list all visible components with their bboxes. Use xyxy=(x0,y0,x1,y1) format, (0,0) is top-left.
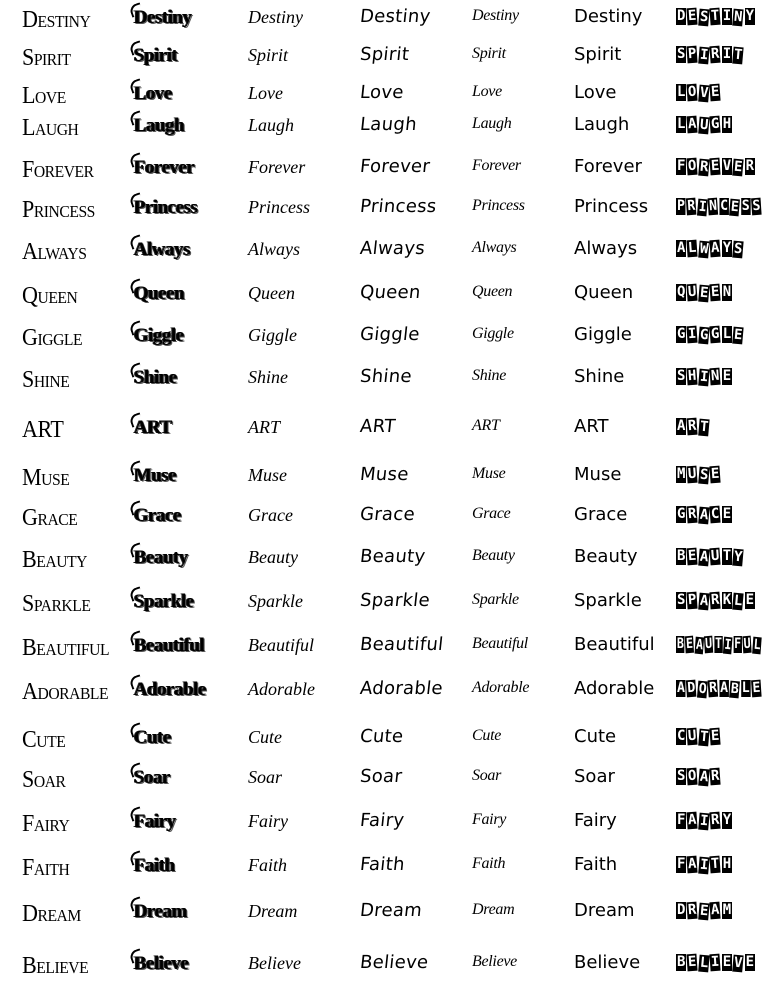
word-smallcaps-serif: Sparkle xyxy=(22,591,91,617)
word-thin-script: ART xyxy=(472,417,500,434)
word-hand-script: Giggle xyxy=(358,324,421,345)
word-plain-sans: Laugh xyxy=(574,114,630,135)
ransom-letter-block: U xyxy=(699,116,709,134)
ransom-letter-block: C xyxy=(677,728,686,744)
ransom-letter-block: E xyxy=(699,284,709,302)
ransom-letter-block: N xyxy=(733,8,744,26)
ransom-letter-block: O xyxy=(687,157,698,175)
ransom-letter-block: S xyxy=(699,466,709,484)
ransom-letter-block: S xyxy=(677,46,686,62)
ransom-letter-block: E xyxy=(722,368,732,384)
word-hand-script: Love xyxy=(358,82,405,103)
word-thin-script: Cute xyxy=(472,727,502,744)
word-ransom-blocks xyxy=(676,116,732,133)
word-ransom-blocks xyxy=(676,768,721,785)
word-ransom-blocks xyxy=(676,8,755,25)
ransom-letter-block: E xyxy=(710,465,721,483)
ransom-letter-block: I xyxy=(699,812,709,830)
ransom-letter-block: S xyxy=(733,240,744,258)
word-grunge-serif: Sparkle xyxy=(134,591,194,612)
word-grunge-serif: Beauty xyxy=(134,547,188,568)
ransom-letter-block: Y xyxy=(745,8,755,24)
word-ransom-blocks xyxy=(676,198,762,215)
word-thin-script: Grace xyxy=(472,505,511,522)
word-plain-sans: ART xyxy=(574,416,609,437)
ransom-letter-block: R xyxy=(710,591,721,609)
word-hand-script: Believe xyxy=(358,952,430,973)
word-plain-sans: Queen xyxy=(574,282,634,303)
word-ransom-blocks xyxy=(676,326,744,343)
word-grunge-serif: Dream xyxy=(134,901,188,922)
ransom-letter-block: W xyxy=(699,240,709,258)
word-plain-sans: Princess xyxy=(574,196,649,217)
ransom-letter-block: E xyxy=(745,954,755,970)
ransom-letter-block: S xyxy=(677,592,686,608)
word-smallcaps-serif: Believe xyxy=(22,953,89,979)
ransom-letter-block: U xyxy=(687,465,698,483)
ransom-letter-block: E xyxy=(710,83,721,101)
ransom-letter-block: I xyxy=(699,46,709,64)
word-italic-script: Destiny xyxy=(248,7,303,27)
word-smallcaps-serif: Laugh xyxy=(22,115,79,141)
ransom-letter-block: E xyxy=(685,635,694,653)
word-italic-script: Faith xyxy=(248,855,287,875)
word-thin-script: Princess xyxy=(472,197,525,214)
word-hand-script: Fairy xyxy=(358,810,406,831)
word-italic-script: Forever xyxy=(248,157,306,177)
word-hand-script: Adorable xyxy=(358,678,444,699)
word-ransom-blocks xyxy=(676,84,721,101)
word-italic-script: Always xyxy=(248,239,300,259)
word-grunge-serif: Beautiful xyxy=(134,635,205,656)
word-thin-script: Destiny xyxy=(472,7,519,24)
word-plain-sans: Adorable xyxy=(574,678,655,699)
word-smallcaps-serif: Always xyxy=(22,239,87,265)
word-grunge-serif: Fairy xyxy=(134,811,176,832)
ransom-letter-block: U xyxy=(687,283,698,301)
word-hand-script: Muse xyxy=(358,464,410,485)
ransom-letter-block: S xyxy=(677,768,686,784)
word-smallcaps-serif: Dream xyxy=(22,901,81,927)
ransom-letter-block: R xyxy=(699,158,709,176)
word-thin-script: Adorable xyxy=(472,679,530,696)
ransom-letter-block: L xyxy=(722,326,732,342)
word-plain-sans: Beautiful xyxy=(574,634,655,655)
word-grunge-serif: Muse xyxy=(134,465,177,486)
word-smallcaps-serif: Giggle xyxy=(22,325,83,351)
word-italic-script: Sparkle xyxy=(248,591,303,611)
ransom-letter-block: G xyxy=(677,506,686,522)
ransom-letter-block: H xyxy=(722,856,732,872)
ransom-letter-block: S xyxy=(752,197,762,215)
word-italic-script: Spirit xyxy=(248,45,289,65)
word-grunge-serif: Always xyxy=(134,239,191,260)
word-thin-script: Giggle xyxy=(472,325,514,342)
ransom-letter-block: R xyxy=(710,767,721,785)
word-plain-sans: Faith xyxy=(574,854,618,875)
ransom-letter-block: K xyxy=(722,592,732,608)
word-hand-script: Sparkle xyxy=(358,590,432,611)
ransom-letter-block: P xyxy=(687,591,698,609)
ransom-letter-block: A xyxy=(676,680,685,696)
ransom-letter-block: R xyxy=(708,679,718,697)
ransom-letter-block: B xyxy=(676,636,684,652)
word-italic-script: Beautiful xyxy=(248,635,314,655)
ransom-letter-block: I xyxy=(723,636,733,654)
word-thin-script: Beautiful xyxy=(472,635,528,652)
ransom-letter-block: I xyxy=(710,953,721,971)
ransom-letter-block: C xyxy=(720,198,729,214)
ransom-letter-block: O xyxy=(687,83,698,101)
ransom-letter-block: O xyxy=(687,767,698,785)
word-italic-script: Giggle xyxy=(248,325,297,345)
word-thin-script: Muse xyxy=(472,465,506,482)
word-italic-script: ART xyxy=(248,417,281,437)
ransom-letter-block: H xyxy=(687,367,698,385)
word-italic-script: Queen xyxy=(248,283,295,303)
ransom-letter-block: M xyxy=(722,902,732,918)
word-ransom-blocks xyxy=(676,158,755,175)
ransom-letter-block: R xyxy=(687,505,698,523)
ransom-letter-block: R xyxy=(687,197,697,215)
word-smallcaps-serif: Shine xyxy=(22,367,70,393)
ransom-letter-block: P xyxy=(676,198,685,214)
ransom-letter-block: A xyxy=(710,239,721,257)
ransom-letter-block: F xyxy=(677,812,686,828)
word-grunge-serif: Spirit xyxy=(134,45,178,66)
word-ransom-blocks xyxy=(676,46,744,63)
word-ransom-blocks xyxy=(676,902,732,919)
ransom-letter-block: A xyxy=(687,811,698,829)
ransom-letter-block: E xyxy=(752,679,762,697)
ransom-letter-block: T xyxy=(710,855,721,873)
ransom-letter-block: R xyxy=(710,811,721,829)
word-plain-sans: Spirit xyxy=(574,44,622,65)
ransom-letter-block: I xyxy=(697,198,708,216)
word-grunge-serif: Shine xyxy=(134,367,177,388)
ransom-letter-block: L xyxy=(741,680,750,696)
word-ransom-blocks xyxy=(676,466,721,483)
ransom-letter-block: T xyxy=(699,728,709,746)
ransom-letter-block: Y xyxy=(722,240,732,256)
word-thin-script: Shine xyxy=(472,367,507,384)
ransom-letter-block: I xyxy=(722,46,732,62)
ransom-letter-block: A xyxy=(695,636,704,654)
word-thin-script: Spirit xyxy=(472,45,506,62)
ransom-letter-block: E xyxy=(699,902,709,920)
word-smallcaps-serif: Faith xyxy=(22,855,70,881)
ransom-letter-block: U xyxy=(743,635,752,653)
ransom-letter-block: R xyxy=(687,901,698,919)
word-grunge-serif: ART xyxy=(134,417,172,438)
word-italic-script: Cute xyxy=(248,727,282,747)
word-hand-script: Destiny xyxy=(358,6,432,27)
word-plain-sans: Dream xyxy=(574,900,635,921)
word-italic-script: Shine xyxy=(248,367,288,387)
word-smallcaps-serif: ART xyxy=(22,417,64,443)
word-thin-script: Soar xyxy=(472,767,502,784)
word-ransom-blocks xyxy=(676,284,732,301)
word-smallcaps-serif: Beauty xyxy=(22,547,87,573)
ransom-letter-block: A xyxy=(699,768,709,786)
word-thin-script: Forever xyxy=(472,157,521,174)
ransom-letter-block: G xyxy=(710,325,721,343)
word-hand-script: Soar xyxy=(358,766,404,787)
word-smallcaps-serif: Grace xyxy=(22,505,78,531)
word-plain-sans: Grace xyxy=(574,504,628,525)
word-italic-script: Fairy xyxy=(248,811,288,831)
word-plain-sans: Forever xyxy=(574,156,642,177)
ransom-letter-block: A xyxy=(699,592,709,610)
ransom-letter-block: T xyxy=(722,548,732,564)
ransom-letter-block: U xyxy=(710,547,721,565)
word-thin-script: Always xyxy=(472,239,517,256)
word-smallcaps-serif: Fairy xyxy=(22,811,70,837)
ransom-letter-block: E xyxy=(733,158,744,176)
word-smallcaps-serif: Muse xyxy=(22,465,70,491)
ransom-letter-block: A xyxy=(720,680,729,696)
word-grunge-serif: Grace xyxy=(134,505,182,526)
word-ransom-blocks xyxy=(676,592,755,609)
word-ransom-blocks xyxy=(676,812,732,829)
ransom-letter-block: I xyxy=(722,8,732,24)
word-ransom-blocks xyxy=(676,954,755,971)
word-smallcaps-serif: Queen xyxy=(22,283,78,309)
ransom-letter-block: B xyxy=(730,680,740,698)
word-smallcaps-serif: Destiny xyxy=(22,7,91,33)
word-hand-script: Cute xyxy=(358,726,405,747)
ransom-letter-block: H xyxy=(722,116,732,132)
word-ransom-blocks xyxy=(676,728,721,745)
word-plain-sans: Fairy xyxy=(574,810,617,831)
ransom-letter-block: U xyxy=(687,727,698,745)
ransom-letter-block: D xyxy=(687,679,697,697)
ransom-letter-block: G xyxy=(677,326,686,342)
ransom-letter-block: S xyxy=(741,198,750,214)
word-italic-script: Princess xyxy=(248,197,310,217)
ransom-letter-block: A xyxy=(677,418,686,434)
word-hand-script: Laugh xyxy=(358,114,418,135)
ransom-letter-block: S xyxy=(677,368,686,384)
ransom-letter-block: E xyxy=(687,953,698,971)
ransom-letter-block: B xyxy=(677,954,686,970)
word-thin-script: Sparkle xyxy=(472,591,519,608)
ransom-letter-block: D xyxy=(677,902,686,918)
word-hand-script: Faith xyxy=(358,854,406,875)
ransom-letter-block: N xyxy=(708,197,718,215)
word-grunge-serif: Princess xyxy=(134,197,198,218)
word-ransom-blocks xyxy=(676,240,744,257)
ransom-letter-block: E xyxy=(745,592,755,608)
ransom-letter-block: A xyxy=(687,115,698,133)
ransom-letter-block: E xyxy=(710,157,721,175)
word-grunge-serif: Giggle xyxy=(134,325,184,346)
ransom-letter-block: U xyxy=(704,635,713,653)
word-grunge-serif: Faith xyxy=(134,855,175,876)
word-thin-script: Faith xyxy=(472,855,506,872)
word-ransom-blocks xyxy=(676,368,732,385)
ransom-letter-block: E xyxy=(730,198,740,216)
ransom-letter-block: N xyxy=(710,367,721,385)
ransom-letter-block: Y xyxy=(722,812,732,828)
word-thin-script: Beauty xyxy=(472,547,515,564)
word-thin-script: Fairy xyxy=(472,811,507,828)
word-hand-script: Dream xyxy=(358,900,424,921)
ransom-letter-block: L xyxy=(677,116,686,132)
ransom-letter-block: E xyxy=(710,283,721,301)
ransom-letter-block: F xyxy=(734,636,742,652)
ransom-letter-block: V xyxy=(733,954,744,972)
word-grunge-serif: Believe xyxy=(134,953,189,974)
ransom-letter-block: E xyxy=(722,506,732,522)
ransom-letter-block: C xyxy=(710,505,721,523)
word-italic-script: Adorable xyxy=(248,679,315,699)
ransom-letter-block: I xyxy=(687,325,698,343)
ransom-letter-block: D xyxy=(677,8,686,24)
ransom-letter-block: L xyxy=(687,239,698,257)
word-smallcaps-serif: Adorable xyxy=(22,679,109,705)
ransom-letter-block: E xyxy=(733,326,744,344)
word-italic-script: Love xyxy=(248,83,283,103)
ransom-letter-block: I xyxy=(699,856,709,874)
word-plain-sans: Muse xyxy=(574,464,622,485)
ransom-letter-block: F xyxy=(677,856,686,872)
word-ransom-blocks xyxy=(676,418,709,435)
word-thin-script: Queen xyxy=(472,283,513,300)
ransom-letter-block: L xyxy=(677,84,686,100)
word-grunge-serif: Queen xyxy=(134,283,185,304)
ransom-letter-block: E xyxy=(687,547,698,565)
word-smallcaps-serif: Spirit xyxy=(22,45,71,71)
word-hand-script: Beauty xyxy=(358,546,427,567)
ransom-letter-block: A xyxy=(710,901,721,919)
word-plain-sans: Giggle xyxy=(574,324,632,345)
ransom-letter-block: Q xyxy=(677,284,686,300)
word-smallcaps-serif: Cute xyxy=(22,727,66,753)
ransom-letter-block: A xyxy=(699,506,709,524)
word-plain-sans: Always xyxy=(574,238,638,259)
word-hand-script: ART xyxy=(358,416,397,437)
ransom-letter-block: T xyxy=(733,46,744,64)
word-ransom-blocks xyxy=(676,680,762,697)
ransom-letter-block: I xyxy=(699,368,709,386)
ransom-letter-block: O xyxy=(697,680,708,698)
word-hand-script: Spirit xyxy=(358,44,411,65)
word-smallcaps-serif: Forever xyxy=(22,157,94,183)
word-hand-script: Shine xyxy=(358,366,413,387)
ransom-letter-block: E xyxy=(710,727,721,745)
word-thin-script: Laugh xyxy=(472,115,512,132)
ransom-letter-block: A xyxy=(699,548,709,566)
ransom-letter-block: G xyxy=(710,115,721,133)
word-smallcaps-serif: Soar xyxy=(22,767,66,793)
word-italic-script: Laugh xyxy=(248,115,295,135)
word-ransom-blocks xyxy=(676,856,732,873)
word-grunge-serif: Cute xyxy=(134,727,172,748)
word-thin-script: Believe xyxy=(472,953,517,970)
word-ransom-blocks xyxy=(676,548,744,565)
ransom-letter-block: F xyxy=(677,158,686,174)
word-hand-script: Always xyxy=(358,238,427,259)
word-smallcaps-serif: Beautiful xyxy=(22,635,110,661)
ransom-letter-block: L xyxy=(699,954,709,972)
ransom-letter-block: Y xyxy=(733,548,744,566)
ransom-letter-block: S xyxy=(699,8,709,26)
word-grunge-serif: Love xyxy=(134,83,173,104)
ransom-letter-block: L xyxy=(733,592,744,610)
ransom-letter-block: L xyxy=(752,636,761,654)
word-plain-sans: Beauty xyxy=(574,546,638,567)
ransom-letter-block: B xyxy=(677,548,686,564)
word-smallcaps-serif: Princess xyxy=(22,197,95,223)
word-plain-sans: Believe xyxy=(574,952,641,973)
word-grunge-serif: Soar xyxy=(134,767,170,788)
word-hand-script: Beautiful xyxy=(358,634,445,655)
ransom-letter-block: M xyxy=(677,466,686,482)
ransom-letter-block: R xyxy=(687,417,698,435)
word-plain-sans: Love xyxy=(574,82,617,103)
word-grunge-serif: Laugh xyxy=(134,115,185,136)
word-plain-sans: Shine xyxy=(574,366,625,387)
word-grunge-serif: Destiny xyxy=(134,7,192,28)
ransom-letter-block: R xyxy=(745,158,755,174)
ransom-letter-block: V xyxy=(699,84,709,102)
word-grunge-serif: Adorable xyxy=(134,679,206,700)
ransom-letter-block: T xyxy=(710,7,721,25)
word-thin-script: Love xyxy=(472,83,502,100)
ransom-letter-block: E xyxy=(687,7,698,25)
ransom-letter-block: E xyxy=(722,954,732,970)
ransom-letter-block: G xyxy=(699,326,709,344)
word-ransom-blocks xyxy=(676,506,732,523)
word-plain-sans: Destiny xyxy=(574,6,643,27)
word-plain-sans: Sparkle xyxy=(574,590,642,611)
word-thin-script: Dream xyxy=(472,901,515,918)
ransom-letter-block: A xyxy=(677,240,686,256)
word-italic-script: Soar xyxy=(248,767,283,787)
word-hand-script: Queen xyxy=(358,282,422,303)
word-italic-script: Muse xyxy=(248,465,287,485)
word-italic-script: Beauty xyxy=(248,547,298,567)
word-smallcaps-serif: Love xyxy=(22,83,66,109)
word-hand-script: Princess xyxy=(358,196,438,217)
word-hand-script: Forever xyxy=(358,156,432,177)
word-hand-script: Grace xyxy=(358,504,417,525)
word-italic-script: Dream xyxy=(248,901,298,921)
word-plain-sans: Cute xyxy=(574,726,617,747)
ransom-letter-block: T xyxy=(715,636,723,652)
word-ransom-blocks xyxy=(676,636,761,653)
ransom-letter-block: R xyxy=(710,45,721,63)
word-grunge-serif: Forever xyxy=(134,157,195,178)
ransom-letter-block: P xyxy=(687,45,698,63)
word-plain-sans: Soar xyxy=(574,766,615,787)
ransom-letter-block: N xyxy=(722,284,732,300)
ransom-letter-block: T xyxy=(699,418,709,436)
word-italic-script: Grace xyxy=(248,505,293,525)
ransom-letter-block: A xyxy=(687,855,698,873)
word-italic-script: Believe xyxy=(248,953,301,973)
ransom-letter-block: V xyxy=(722,158,732,174)
